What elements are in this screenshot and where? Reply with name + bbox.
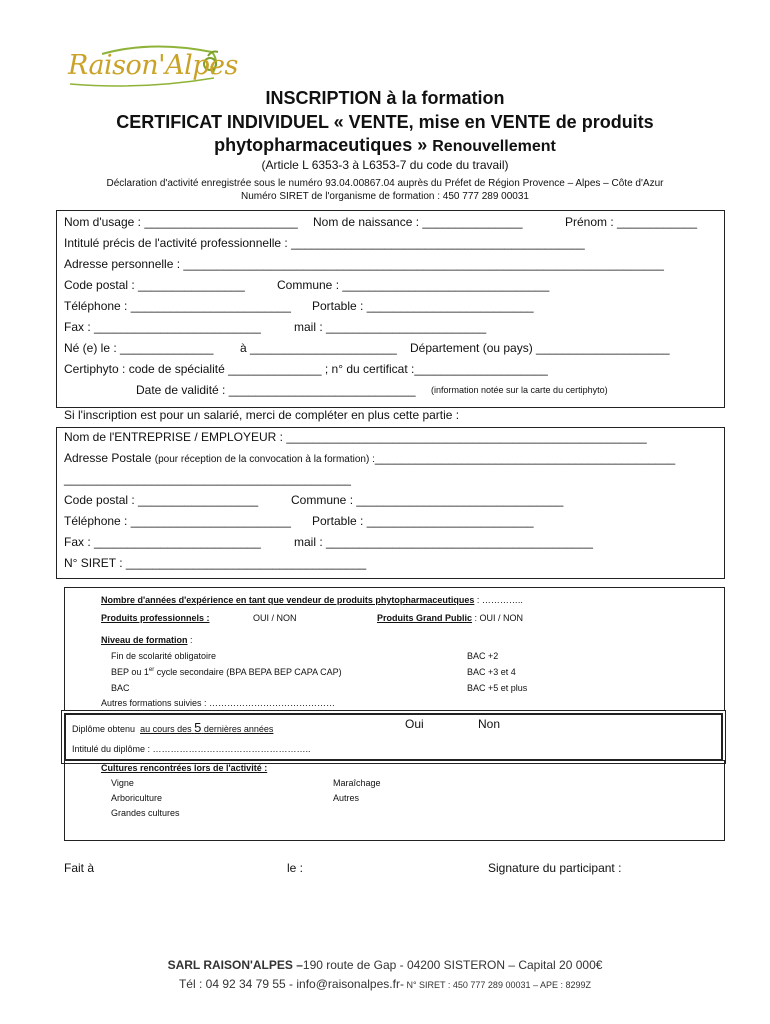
footer-company-name: SARL RAISON'ALPES – (167, 958, 303, 972)
employer-code-postal-field[interactable]: Code postal : __________________ (64, 493, 259, 507)
niveau-option-bep[interactable] (111, 667, 342, 677)
signature-participant-field[interactable]: Signature du participant : (488, 861, 622, 875)
footer-address: 190 route de Gap - 04200 SISTERON – Capital 20 000€ (302, 958, 603, 972)
footer-contact (0, 977, 770, 991)
article-reference: (Article L 6353-3 à L6353-7 du code du travail) (261, 158, 509, 172)
cultures-title: Cultures rencontrées lors de l'activité : (101, 763, 268, 773)
date-validite-field[interactable]: Date de validité : ____________________________ (136, 383, 416, 397)
diplome-oui-option[interactable]: Oui (405, 717, 424, 731)
date-le-field[interactable]: le : (287, 861, 304, 875)
nb-annees-label: Nombre d'années d'expérience en tant que vendeur de produits phytopharmaceutiques (101, 595, 475, 605)
fait-a-field[interactable]: Fait à (64, 861, 95, 875)
diplome-periode-num: 5 (194, 720, 202, 735)
culture-autres[interactable]: Autres (333, 793, 360, 803)
telephone-field[interactable]: Téléphone : ________________________ (64, 299, 291, 313)
produits-gp-choice: : OUI / NON (472, 613, 524, 623)
employer-siret-field[interactable]: N° SIRET : ____________________________________ (64, 556, 367, 570)
niveau-option-bac[interactable]: BAC (111, 683, 130, 693)
adresse-postale-field[interactable] (64, 451, 675, 465)
fax-field[interactable]: Fax : _________________________ (64, 320, 261, 334)
prenom-field[interactable]: Prénom : ____________ (565, 215, 698, 229)
experience-box (64, 587, 725, 713)
adresse-postale-line: _____________________________________________ (374, 451, 676, 465)
produits-pro-label: Produits professionnels : (101, 613, 210, 623)
nom-naissance-field[interactable]: Nom de naissance : _______________ (313, 215, 523, 229)
mail-field[interactable]: mail : ________________________ (294, 320, 487, 334)
diplome-non-option[interactable]: Non (478, 717, 501, 731)
declaration-activite: Déclaration d'activité enregistrée sous le numéro 93.04.00867.04 auprès du Préfet de Région Provence – Alpes – Côte d'Azur (106, 178, 664, 189)
niveau-option-bac2[interactable]: BAC +2 (467, 651, 499, 661)
culture-arboriculture[interactable]: Arboriculture (111, 793, 163, 803)
intitule-activite-field[interactable]: Intitulé précis de l'activité professionnelle : ____________________________________________ (64, 236, 585, 250)
intitule-diplome-field[interactable]: Intitulé du diplôme : …………………………………………….. (72, 744, 311, 754)
produits-pro-choice[interactable]: OUI / NON (253, 613, 297, 623)
diplome-label: Diplôme obtenu (72, 724, 136, 734)
niveau-formation-label: Niveau de formation (101, 635, 188, 645)
diplome-periode (140, 720, 274, 735)
form-title-line2: CERTIFICAT INDIVIDUEL « VENTE, mise en VENTE de produits (116, 112, 654, 132)
lieu-naissance-field[interactable]: à ______________________ (240, 341, 397, 355)
nom-usage-field[interactable]: Nom d'usage : _______________________ (64, 215, 298, 229)
portable-field[interactable]: Portable : _________________________ (312, 299, 534, 313)
niveau-option-bac34[interactable]: BAC +3 et 4 (467, 667, 516, 677)
form-title-line3 (0, 135, 770, 156)
nb-annees-experience[interactable] (101, 595, 523, 605)
diplome-periode-a: au cours des (140, 724, 192, 734)
siret-organisme: Numéro SIRET de l'organisme de formation : 450 777 289 00031 (240, 191, 529, 202)
adresse-postale-label: Adresse Postale (64, 451, 152, 465)
niveau-bep-sup: er (148, 667, 155, 673)
niveau-option-bac5[interactable]: BAC +5 et plus (467, 683, 528, 693)
culture-vigne[interactable]: Vigne (111, 778, 134, 788)
diplome-obtenu (72, 720, 273, 735)
produits-gp-label: Produits Grand Public (377, 613, 473, 623)
form-title-line1: INSCRIPTION à la formation (265, 88, 505, 108)
niveau-colon: : (187, 635, 193, 645)
salarie-intro: Si l'inscription est pour un salarié, merci de compléter en plus cette partie : (64, 408, 460, 422)
title-phyto: phytopharmaceutiques » (214, 135, 428, 155)
commune-field[interactable]: Commune : _______________________________ (277, 278, 550, 292)
employer-portable-field[interactable]: Portable : _________________________ (312, 514, 534, 528)
departement-field[interactable]: Département (ou pays) ____________________ (410, 341, 670, 355)
adresse-postale-line2[interactable]: ___________________________________________ (64, 472, 351, 486)
niveau-bep-text: BEP ou 1 (111, 667, 149, 677)
footer-ids: N° SIRET : 450 777 289 00031 – APE : 8299Z (403, 980, 592, 990)
date-naissance-field[interactable]: Né (e) le : ______________ (64, 341, 214, 355)
culture-grandes-cultures[interactable]: Grandes cultures (111, 808, 180, 818)
employer-fax-field[interactable]: Fax : _________________________ (64, 535, 261, 549)
logo-text: Raison'Alpes (68, 50, 238, 81)
code-postal-field[interactable]: Code postal : ________________ (64, 278, 245, 292)
nb-annees-value: : ………….. (474, 595, 523, 605)
employer-commune-field[interactable]: Commune : _______________________________ (291, 493, 564, 507)
title-renouvellement: Renouvellement (432, 138, 556, 155)
diplome-periode-b: dernières années (203, 724, 274, 734)
produits-gp[interactable] (377, 613, 523, 623)
raisonalpes-logo (62, 44, 238, 90)
date-validite-note: (information notée sur la carte du certiphyto) (431, 385, 608, 395)
adresse-personnelle-field[interactable]: Adresse personnelle : ________________________________________________________________________ (64, 257, 664, 271)
employer-telephone-field[interactable]: Téléphone : ________________________ (64, 514, 291, 528)
niveau-option-scolarite[interactable]: Fin de scolarité obligatoire (111, 651, 217, 661)
culture-maraichage[interactable]: Maraîchage (333, 778, 381, 788)
certiphyto-field[interactable]: Certiphyto : code de spécialité ______________ ; n° du certificat :____________________ (64, 362, 548, 376)
autres-formations-field[interactable]: Autres formations suivies : …………………………………… (101, 698, 336, 708)
footer-contact-info: Tél : 04 92 34 79 55 - info@raisonalpes.fr- (178, 977, 404, 991)
employer-mail-field[interactable]: mail : ________________________________________ (294, 535, 593, 549)
adresse-postale-note: (pour réception de la convocation à la formation) : (154, 454, 375, 465)
niveau-bep-text2: cycle secondaire (BPA BEPA BEP CAPA CAP) (154, 667, 342, 677)
footer-company (0, 958, 770, 972)
nom-entreprise-field[interactable]: Nom de l'ENTREPRISE / EMPLOYEUR : ______________________________________________________ (64, 430, 647, 444)
niveau-formation (101, 635, 193, 645)
